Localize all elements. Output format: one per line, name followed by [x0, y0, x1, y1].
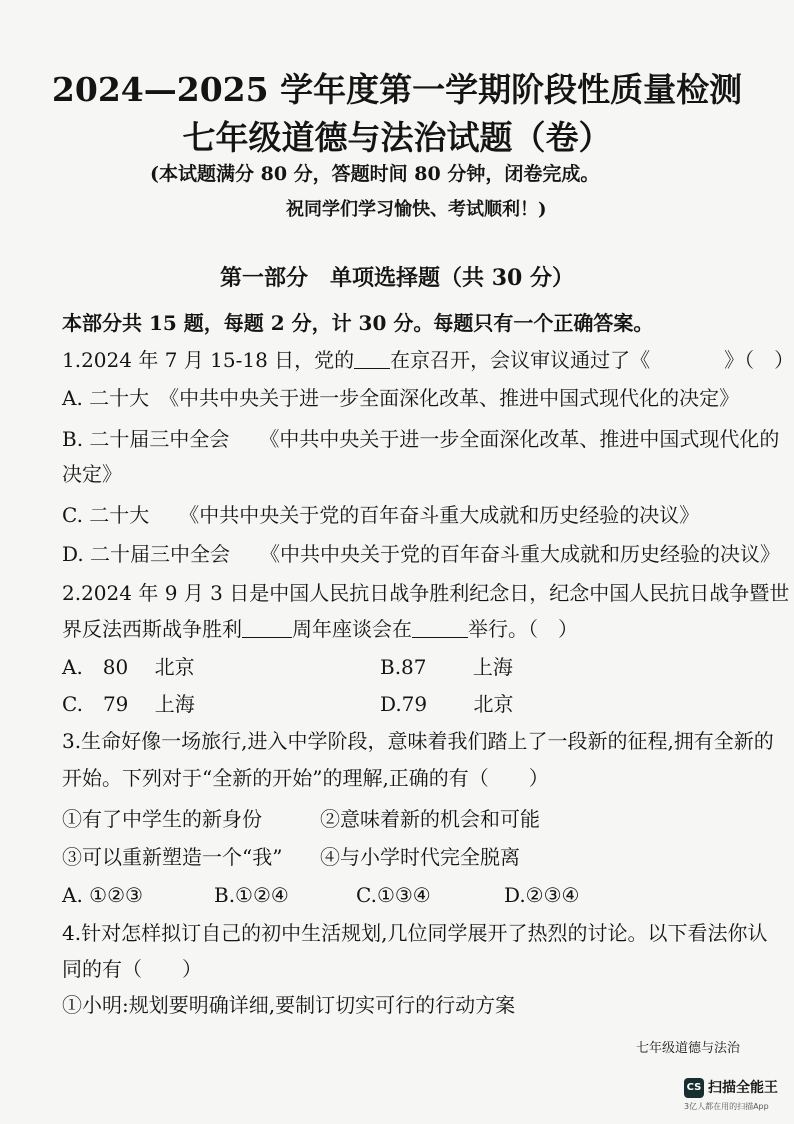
q3-option-c: C.①③④: [356, 883, 431, 907]
q1-option-b: B. 二十届三中全会 《中共中央关于进一步全面深化改革、推进中国式现代化的: [62, 427, 780, 451]
exam-wish: 祝同学们学习愉快、考试顺利！): [286, 199, 547, 220]
q2-stem-part3: 举行。（ ）: [468, 617, 578, 641]
q1-blank-1: [354, 348, 390, 369]
q2-blank-1: [242, 617, 292, 638]
section-instructions: 本部分共 15 题，每题 2 分，计 30 分。每题只有一个正确答案。: [62, 311, 654, 335]
q3-option-b: B.①②④: [214, 883, 289, 907]
scanner-watermark-name: 扫描全能王: [708, 1080, 778, 1096]
q1-stem-part1: 1.2024 年 7 月 15-18 日，党的: [62, 348, 355, 372]
q2-stem-part2: 周年座谈会在: [292, 617, 412, 641]
exam-subtitle: 七年级道德与法治试题（卷）: [182, 118, 612, 157]
q3-option-d: D.②③④: [504, 883, 580, 907]
q3-item-3: ③可以重新塑造一个“我”: [62, 845, 283, 869]
q2-stem-line1: 2.2024 年 9 月 3 日是中国人民抗日战争胜利纪念日，纪念中国人民抗日战争暨世: [62, 581, 790, 605]
q2-option-b: B.87 上海: [380, 655, 513, 679]
q3-item-4: ④与小学时代完全脱离: [320, 845, 520, 869]
q2-option-c: C. 79 上海: [62, 692, 195, 716]
page-footer-subject: 七年级道德与法治: [636, 1041, 741, 1056]
q2-stem-line2: [62, 614, 578, 644]
q3-item-2: ②意味着新的机会和可能: [320, 807, 540, 831]
q3-stem-line1: 3.生命好像一场旅行,进入中学阶段，意味着我们踏上了一段新的征程,拥有全新的: [62, 729, 774, 753]
q1-option-d: D. 二十届三中全会 《中共中央关于党的百年奋斗重大成就和历史经验的决议》: [62, 542, 781, 566]
exam-title: 2024—2025 学年度第一学期阶段性质量检测: [51, 70, 743, 109]
q4-stem-line1: 4.针对怎样拟订自己的初中生活规划,几位同学展开了热烈的讨论。以下看法你认: [62, 921, 768, 945]
q1-option-b-cont: 决定》: [62, 462, 122, 486]
q4-stem-line2: 同的有（ ）: [62, 957, 202, 981]
q1-stem-part3: 》（ ）: [724, 348, 794, 372]
q1-option-c: C. 二十大 《中共中央关于党的百年奋斗重大成就和历史经验的决议》: [62, 503, 700, 527]
q3-option-a: A. ①②③: [62, 883, 143, 907]
q1-stem-part2: 在京召开，会议审议通过了《: [390, 348, 651, 372]
q2-stem-part1: 界反法西斯战争胜利: [62, 617, 242, 641]
q3-item-1: ①有了中学生的新身份: [62, 807, 262, 831]
q1-stem: [62, 345, 794, 375]
q4-item-1: ①小明:规划要明确详细,要制订切实可行的行动方案: [62, 993, 516, 1017]
q3-stem-line2: 开始。下列对于“全新的开始”的理解,正确的有（ ）: [62, 766, 549, 790]
scanner-watermark-tagline: 3亿人都在用的扫描App: [684, 1102, 769, 1111]
q2-option-d: D.79 北京: [380, 692, 514, 716]
q2-option-a: A. 80 北京: [62, 655, 195, 679]
q2-blank-2: [412, 617, 468, 638]
q1-option-a: A. 二十大 《中共中央关于进一步全面深化改革、推进中国式现代化的决定》: [62, 386, 740, 410]
section-heading: 第一部分 单项选择题（共 30 分）: [220, 265, 574, 291]
exam-note: (本试题满分 80 分，答题时间 80 分钟，闭卷完成。: [150, 163, 600, 185]
scanner-logo-icon: CS: [684, 1078, 704, 1098]
